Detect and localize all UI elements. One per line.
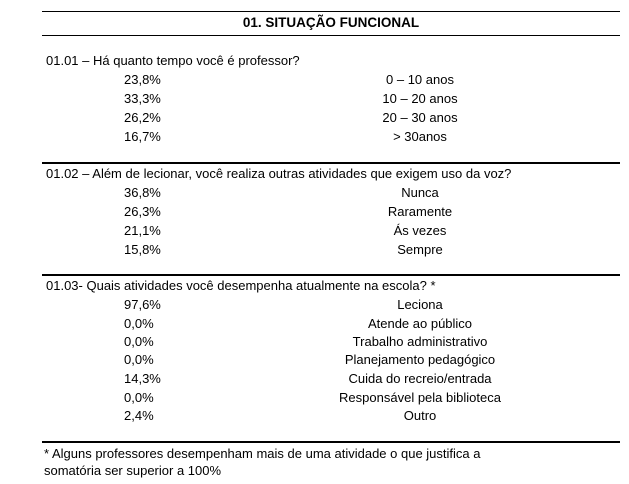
percentage: 0,0% (124, 334, 154, 349)
section-divider (42, 274, 620, 276)
percentage: 36,8% (124, 185, 161, 200)
answer-option: Outro (403, 408, 437, 423)
question-01-02: 01.02 – Além de lecionar, você realiza outras atividades que exigem uso da voz? (46, 166, 512, 181)
section-divider (42, 162, 620, 164)
percentage: 33,3% (124, 91, 161, 106)
footnote-line-2: somatória ser superior a 100% (44, 463, 222, 478)
answer-option: Trabalho administrativo (352, 334, 488, 349)
percentage: 0,0% (124, 352, 154, 367)
answer-option: 10 – 20 anos (382, 91, 458, 106)
top-rule (42, 11, 620, 12)
footnote-line-1: * Alguns professores desempenham mais de uma atividade o que justifica a (44, 446, 481, 461)
answer-option: 20 – 30 anos (382, 110, 458, 125)
answer-option: Responsável pela biblioteca (339, 390, 501, 405)
answer-option: Leciona (397, 297, 443, 312)
percentage: 97,6% (124, 297, 161, 312)
percentage: 26,3% (124, 204, 161, 219)
percentage: 26,2% (124, 110, 161, 125)
question-01-03: 01.03- Quais atividades você desempenha atualmente na escola? * (46, 278, 436, 293)
answer-option: Raramente (387, 204, 453, 219)
title-bottom-rule (42, 35, 620, 36)
section-divider (42, 441, 620, 443)
percentage: 0,0% (124, 390, 154, 405)
answer-option: Cuida do recreio/entrada (348, 371, 492, 386)
answer-option: > 30anos (393, 129, 447, 144)
answer-option: Planejamento pedagógico (344, 352, 496, 367)
percentage: 23,8% (124, 72, 161, 87)
answer-option: Sempre (397, 242, 443, 257)
percentage: 0,0% (124, 316, 154, 331)
percentage: 14,3% (124, 371, 161, 386)
percentage: 2,4% (124, 408, 154, 423)
question-01-01: 01.01 – Há quanto tempo você é professor? (46, 53, 300, 68)
answer-option: Atende ao público (367, 316, 473, 331)
percentage: 21,1% (124, 223, 161, 238)
answer-option: 0 – 10 anos (386, 72, 454, 87)
answer-option: Nunca (401, 185, 439, 200)
percentage: 15,8% (124, 242, 161, 257)
section-title: 01. SITUAÇÃO FUNCIONAL (242, 15, 420, 30)
percentage: 16,7% (124, 129, 161, 144)
answer-option: Ás vezes (393, 223, 447, 238)
